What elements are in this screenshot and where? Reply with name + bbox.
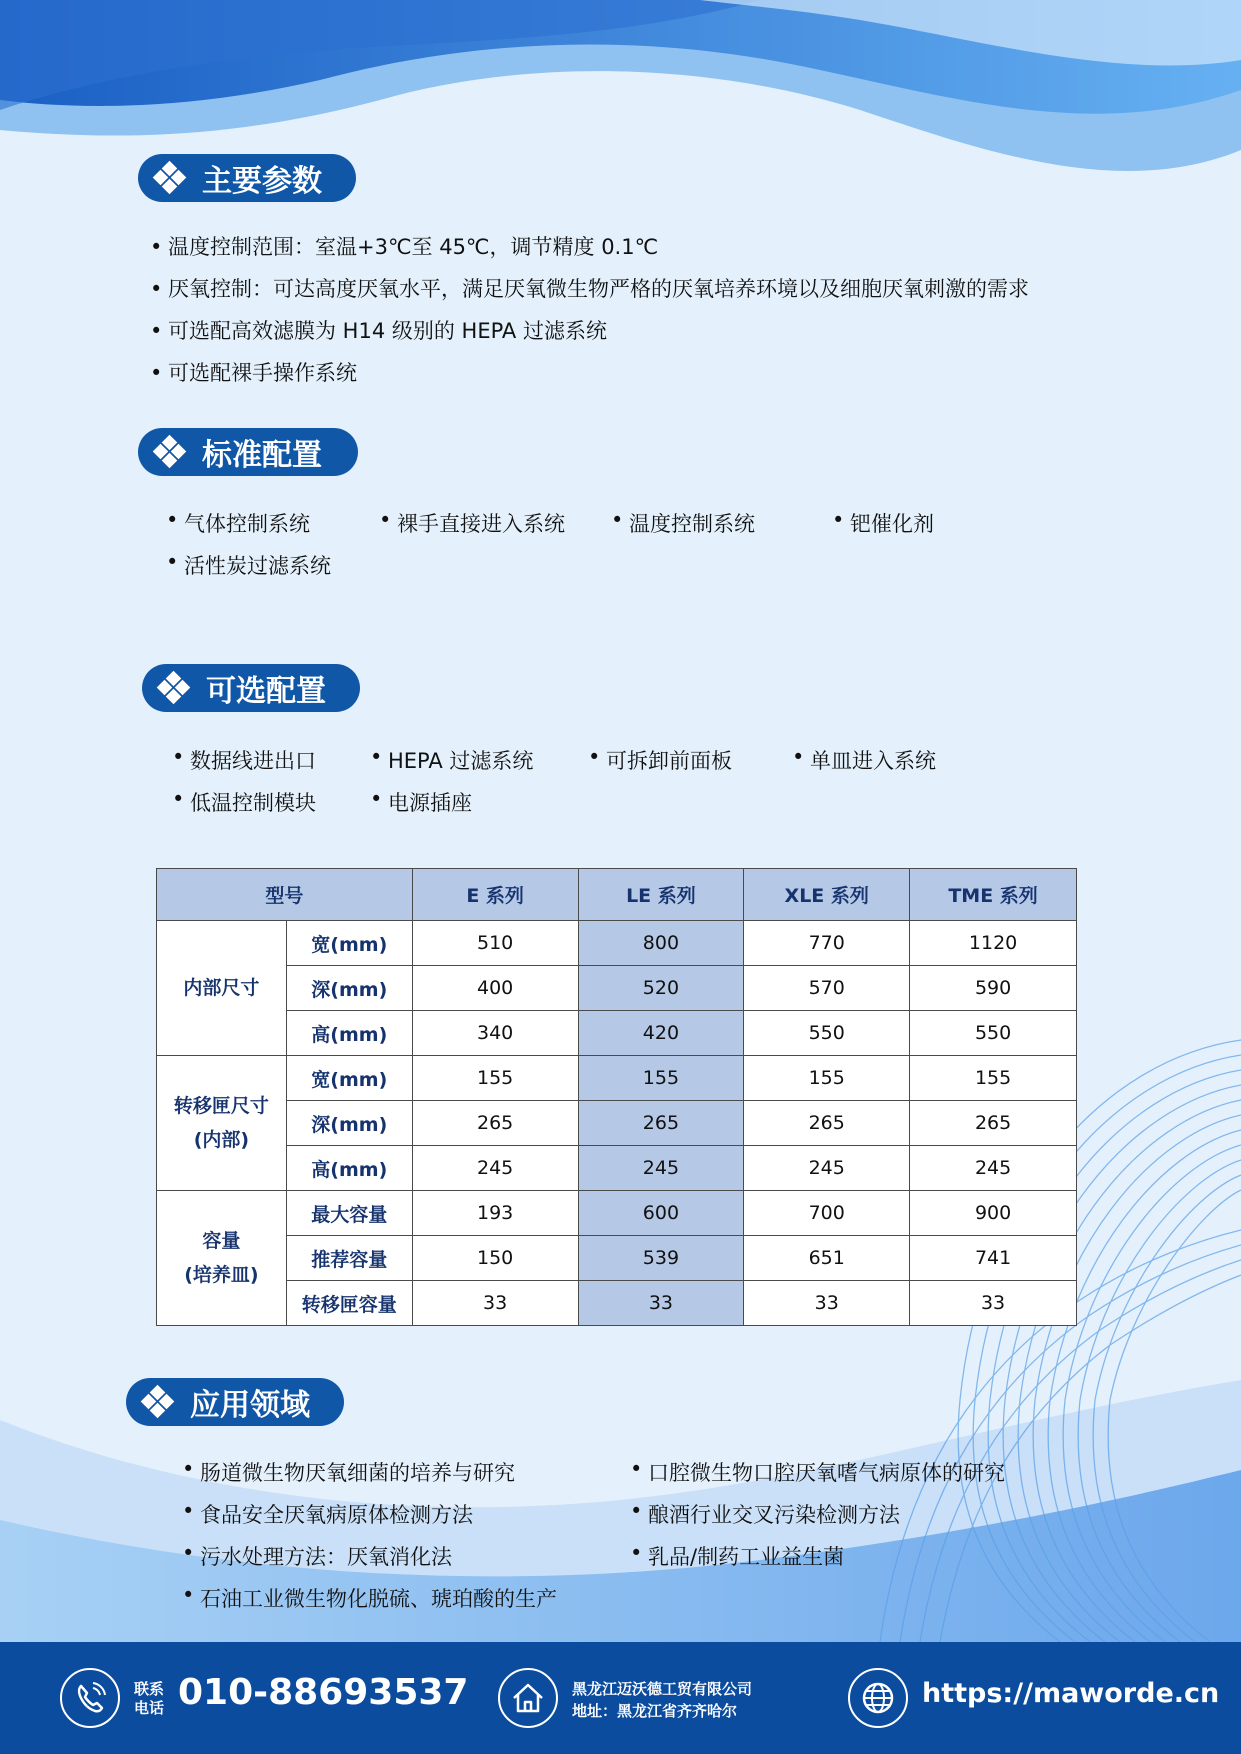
list-item: • 温度控制范围：室温+3℃至 45℃，调节精度 0.1℃ — [150, 226, 1029, 268]
list-item: • 电源插座 — [370, 787, 472, 817]
table-cell: 155 — [412, 1056, 578, 1101]
list-item: • 可选配高效滤膜为 H14 级别的 HEPA 过滤系统 — [150, 310, 1029, 352]
section-title-text: 应用领域 — [190, 1388, 310, 1423]
table-cell: 770 — [744, 921, 910, 966]
table-cell: 245 — [412, 1146, 578, 1191]
row-label: 推荐容量 — [286, 1236, 412, 1281]
table-cell: 900 — [910, 1191, 1077, 1236]
table-cell: 245 — [578, 1146, 744, 1191]
list-item: • 气体控制系统 — [166, 508, 310, 538]
table-cell: 33 — [578, 1281, 744, 1326]
list-item: • 单皿进入系统 — [792, 745, 936, 775]
row-group-label — [157, 921, 287, 1056]
table-cell: 741 — [910, 1236, 1077, 1281]
table-header-row — [157, 869, 1077, 921]
list-item: • 活性炭过滤系统 — [166, 550, 331, 580]
main-params-list — [150, 226, 1029, 394]
list-item: • 低温控制模块 — [172, 787, 316, 817]
group-subname: (培养皿) — [184, 1264, 259, 1286]
section-title-main-params — [138, 154, 356, 202]
row-label: 宽(mm) — [286, 921, 412, 966]
home-icon — [498, 1668, 558, 1728]
table-cell: 340 — [412, 1011, 578, 1056]
list-item: • 酿酒行业交叉污染检测方法 — [630, 1499, 900, 1529]
table-header-cell: TME 系列 — [910, 869, 1077, 921]
table-cell: 590 — [910, 966, 1077, 1011]
list-item: • 污水处理方法：厌氧消化法 — [182, 1541, 452, 1571]
company-address: 地址：黑龙江省齐齐哈尔 — [572, 1702, 738, 1720]
section-title-text: 可选配置 — [206, 674, 326, 709]
company-name: 黑龙江迈沃德工贸有限公司 — [572, 1680, 753, 1698]
table-cell: 651 — [744, 1236, 910, 1281]
globe-icon — [848, 1668, 908, 1728]
table-cell: 400 — [412, 966, 578, 1011]
phone-label-line: 联系 — [134, 1680, 165, 1698]
table-cell: 550 — [744, 1011, 910, 1056]
table-row — [157, 1011, 1077, 1056]
table-row — [157, 1101, 1077, 1146]
phone-number: 010-88693537 — [178, 1672, 469, 1713]
list-item: • 食品安全厌氧病原体检测方法 — [182, 1499, 473, 1529]
section-title-applications — [126, 1378, 344, 1426]
table-header-cell: XLE 系列 — [744, 869, 910, 921]
table-cell: 245 — [744, 1146, 910, 1191]
table-cell: 193 — [412, 1191, 578, 1236]
table-cell: 420 — [578, 1011, 744, 1056]
list-item: • 可选配裸手操作系统 — [150, 352, 1029, 394]
table-cell: 33 — [412, 1281, 578, 1326]
table-cell: 550 — [910, 1011, 1077, 1056]
list-item: • HEPA 过滤系统 — [370, 745, 533, 775]
list-item: • 裸手直接进入系统 — [379, 508, 565, 538]
list-item: • 可拆卸前面板 — [588, 745, 732, 775]
row-group-label — [157, 1056, 287, 1191]
diamond-icon — [142, 1386, 174, 1418]
website-link[interactable]: https://maworde.cn — [922, 1678, 1220, 1709]
table-row — [157, 1281, 1077, 1326]
list-item: • 钯催化剂 — [832, 508, 934, 538]
phone-label — [134, 1680, 164, 1718]
footer-bar — [0, 1642, 1241, 1754]
row-label: 宽(mm) — [286, 1056, 412, 1101]
section-title-optional — [142, 664, 360, 712]
list-item: • 石油工业微生物化脱硫、琥珀酸的生产 — [182, 1583, 557, 1613]
table-cell: 510 — [412, 921, 578, 966]
list-item: • 数据线进出口 — [172, 745, 316, 775]
table-cell: 539 — [578, 1236, 744, 1281]
table-row — [157, 1056, 1077, 1101]
table-cell: 600 — [578, 1191, 744, 1236]
diamond-icon — [158, 672, 190, 704]
spec-table — [156, 868, 1077, 1326]
table-row — [157, 1191, 1077, 1236]
table-cell: 700 — [744, 1191, 910, 1236]
section-title-text: 标准配置 — [202, 438, 322, 473]
table-row — [157, 966, 1077, 1011]
table-cell: 265 — [744, 1101, 910, 1146]
row-label: 深(mm) — [286, 1101, 412, 1146]
table-cell: 33 — [744, 1281, 910, 1326]
list-item: • 肠道微生物厌氧细菌的培养与研究 — [182, 1457, 515, 1487]
row-label: 深(mm) — [286, 966, 412, 1011]
table-cell: 33 — [910, 1281, 1077, 1326]
table-cell: 1120 — [910, 921, 1077, 966]
phone-label-line: 电话 — [134, 1699, 165, 1717]
phone-icon — [60, 1668, 120, 1728]
list-item: • 口腔微生物口腔厌氧嗜气病原体的研究 — [630, 1457, 1005, 1487]
row-label: 最大容量 — [286, 1191, 412, 1236]
row-label: 高(mm) — [286, 1146, 412, 1191]
table-cell: 265 — [412, 1101, 578, 1146]
group-subname: (内部) — [193, 1129, 250, 1151]
group-name: 转移匣尺寸 — [173, 1095, 269, 1117]
table-cell: 520 — [578, 966, 744, 1011]
diamond-icon — [154, 436, 186, 468]
table-row — [157, 921, 1077, 966]
table-cell: 265 — [910, 1101, 1077, 1146]
group-name: 内部尺寸 — [183, 977, 260, 999]
table-cell: 150 — [412, 1236, 578, 1281]
table-cell: 800 — [578, 921, 744, 966]
section-title-standard — [138, 428, 358, 476]
diamond-icon — [154, 162, 186, 194]
table-row — [157, 1146, 1077, 1191]
table-cell: 155 — [578, 1056, 744, 1101]
table-cell: 265 — [578, 1101, 744, 1146]
table-cell: 155 — [910, 1056, 1077, 1101]
table-header-cell: E 系列 — [412, 869, 578, 921]
table-header-cell: 型号 — [157, 869, 413, 921]
table-cell: 155 — [744, 1056, 910, 1101]
row-group-label — [157, 1191, 287, 1326]
list-item: • 乳品/制药工业益生菌 — [630, 1541, 844, 1571]
table-row — [157, 1236, 1077, 1281]
section-title-text: 主要参数 — [202, 164, 322, 199]
list-item: • 厌氧控制：可达高度厌氧水平，满足厌氧微生物严格的厌氧培养环境以及细胞厌氧刺激的需求 — [150, 268, 1029, 310]
list-item: • 温度控制系统 — [611, 508, 755, 538]
table-cell: 570 — [744, 966, 910, 1011]
table-cell: 245 — [910, 1146, 1077, 1191]
table-header-cell: LE 系列 — [578, 869, 744, 921]
group-name: 容量 — [202, 1230, 241, 1252]
row-label: 高(mm) — [286, 1011, 412, 1056]
row-label: 转移匣容量 — [286, 1281, 412, 1326]
